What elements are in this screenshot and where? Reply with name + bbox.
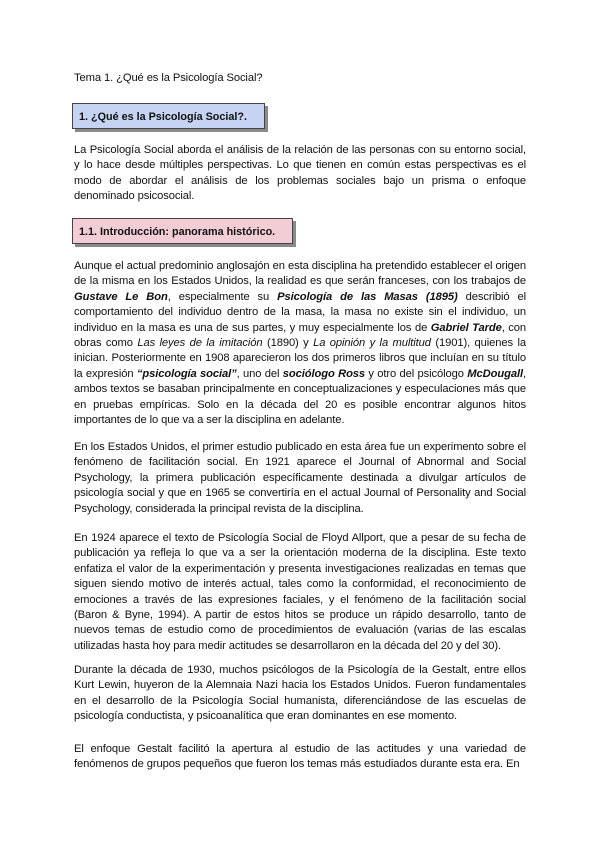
emphasis-psicologia-masas: Psicología de las Masas (1895): [277, 290, 458, 303]
emphasis-mcdougall: McDougall: [467, 367, 523, 380]
document-title: Tema 1. ¿Qué es la Psicología Social?: [74, 72, 263, 84]
paragraph-allport: En 1924 aparece el texto de Psicología Social de Floyd Allport, que a pesar de su fecha de publicación ya refleja lo que va a ser la orientación moderna de la disciplina. Este texto enfatiza el valor de la experimentación y presenta investigaciones realizadas en temas que siguen siendo motivo de interés actual, tales como la conformidad, el reconocimiento de emociones a través de las expresiones faciales, y el fenómeno de la facilitación social (Baron & Byne, 1994). A partir de estos hitos se produce un rápido desarrollo, tanto de nuevos temas de estudio como de procedimientos de evaluación (varias de las escalas utilizadas hasta hoy para medir actitudes se desarrollaron en la década del 20 y del 30).: [74, 532, 526, 652]
emphasis-psicologia-social: “psicología social”: [136, 367, 237, 380]
paragraph-history: Aunque el actual predominio anglosajón en esta disciplina ha pretendido establecer el origen de la misma en los Estados Unidos, la realidad es que serán franceses, con los trabajos de Gustave Le Bon, especialmente su Psicología de las Masas (1895) describió el comportamiento del individuo dentro de la masa, la masa no existe sin el individuo, un individuo en la masa es una de sus partes, y muy especialmente los de Gabriel Tarde, con obras como Las leyes de la imitación (1890) y La opinión y la multitud (1901), quienes la inician. Posteriormente en 1908 aparecieron los dos primeros libros que incluían en su título la expresión “psicología social”, uno del sociólogo Ross y otro del psicólogo McDougall, ambos textos se basaban principalmente en conceptualizaciones y especulaciones más que en pruebas empíricas. Solo en la década del 20 es posible encontrar algunos hitos importantes de lo que va a ser la disciplina en adelante.: [74, 260, 526, 427]
emphasis-tarde: Gabriel Tarde: [430, 321, 502, 334]
italic-opinion-multitud: La opinión y la multitud: [313, 337, 431, 350]
paragraph-gestalt-1930: Durante la década de 1930, muchos psicólogos de la Psicología de la Gestalt, entre ellos Kurt Lewin, huyeron de la Alemnaia Nazi hacia los Estados Unidos. Fueron fundamentales en el desarrollo de la Psicología Social humanista, diferenciándose de las escuelas de psicología conductista, y psicoanalítica que eran dominantes en ese momento.: [74, 664, 526, 723]
paragraph-us-journal: En los Estados Unidos, el primer estudio publicado en esta área fue un experimento sobre el fenómeno de facilitación social. En 1921 aparece el Journal of Abnormal and Social Psychology, la primera publicación específicamente destinada a divulgar artículos de psicología social y que en 1965 se convertiría en el actual Journal of Personality and Social Psychology, considerada la principal revista de la disciplina.: [74, 441, 526, 515]
emphasis-ross: sociólogo Ross: [282, 367, 366, 380]
emphasis-le-bon: Gustave Le Bon: [74, 290, 168, 303]
paragraph-gestalt-attitudes: El enfoque Gestalt facilitó la apertura al estudio de las actitudes y una variedad de fenómenos de grupos pequeños que fueron los temas más estudiados durante esta era. En: [74, 743, 526, 771]
subsection-heading: 1.1. Introducción: panorama histórico.: [72, 218, 293, 244]
italic-leyes-imitacion: Las leyes de la imitación: [137, 337, 263, 350]
paragraph-intro: La Psicología Social aborda el análisis de la relación de las personas con su entorno social, y lo hace desde múltiples perspectivas. Lo que tienen en común estas perspectivas es el modo de abordar el análisis de los problemas sociales bajo un prisma o enfoque denominado psicosocial.: [74, 144, 526, 203]
section-heading: 1. ¿Qué es la Psicología Social?.: [72, 103, 265, 129]
